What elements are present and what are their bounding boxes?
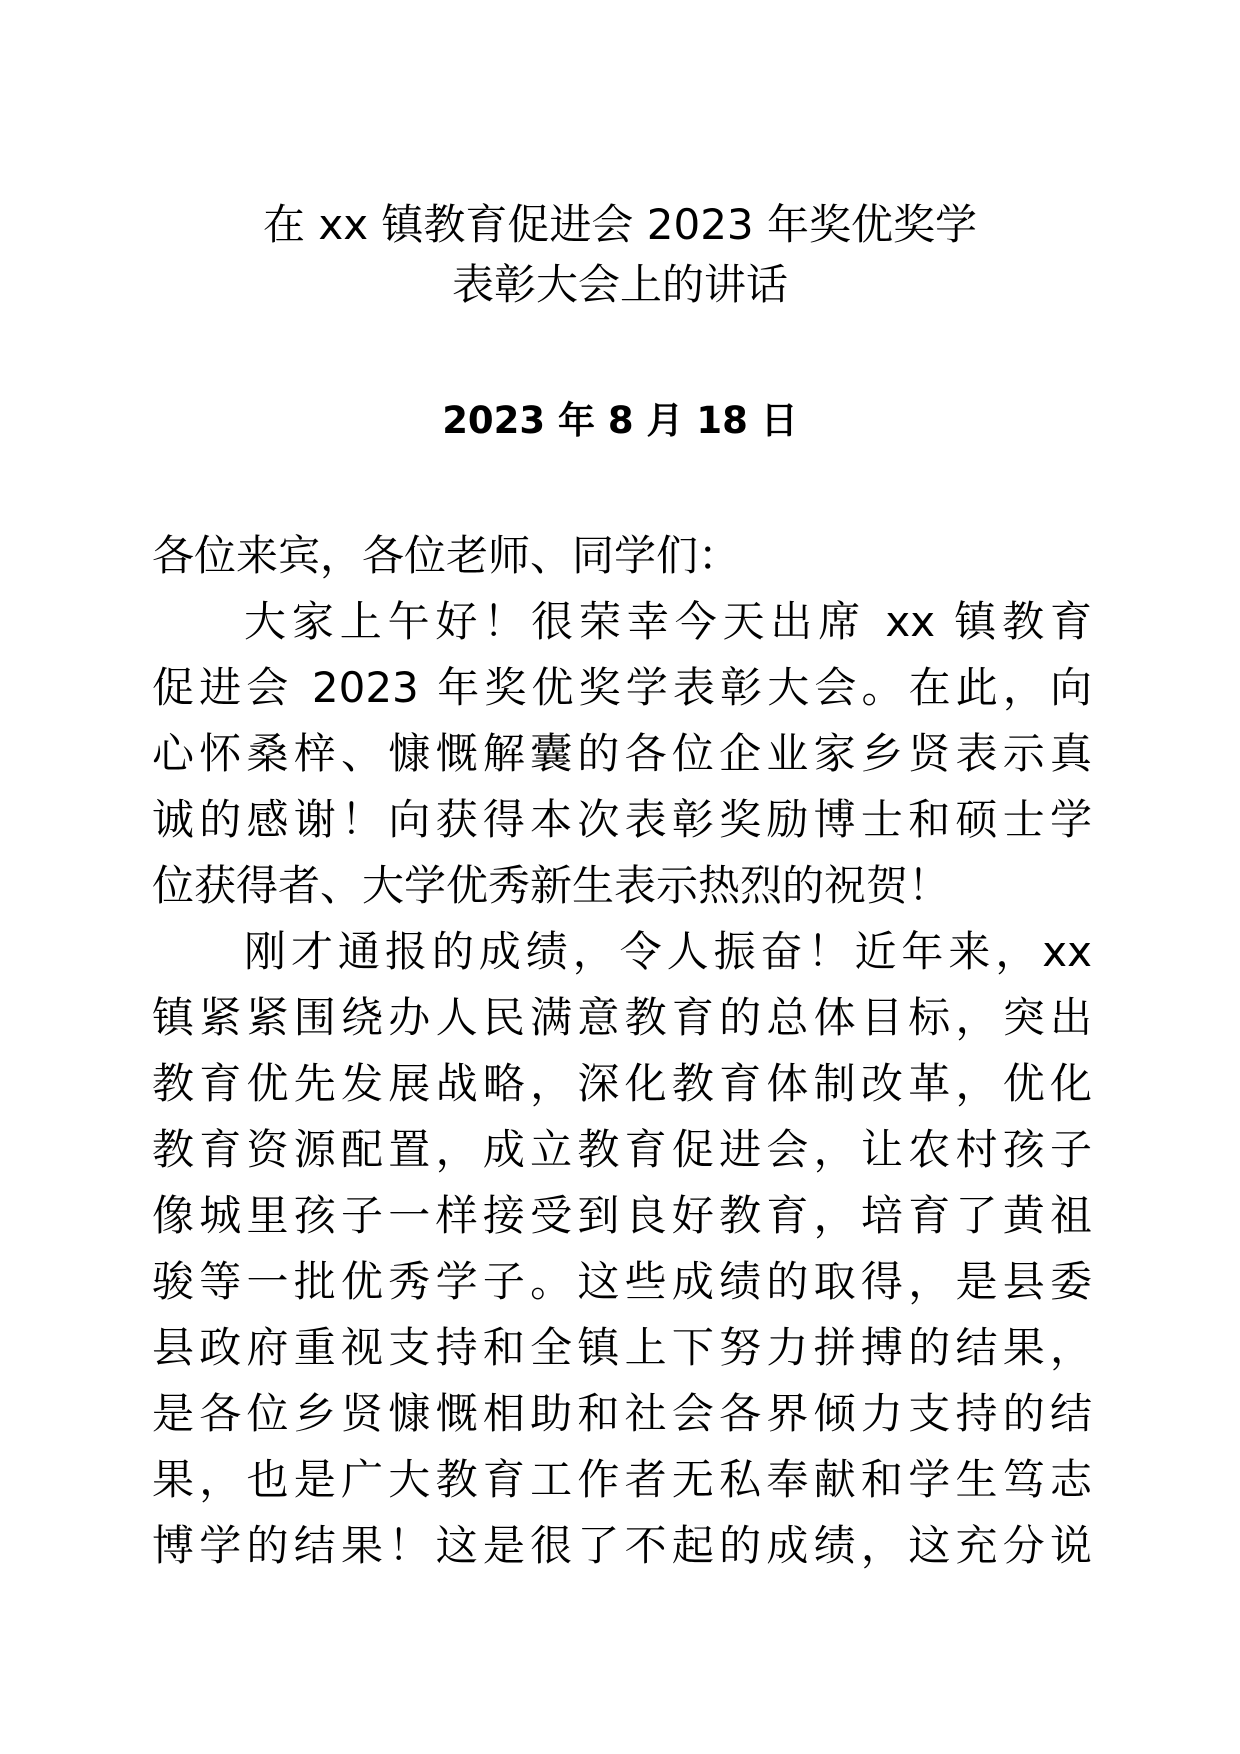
paragraph-2-line-7: 县政府重视支持和全镇上下努力拼搏的结果， (152, 1323, 1092, 1372)
paragraph-2-line-8: 是各位乡贤慷慨相助和社会各界倾力支持的结 (152, 1389, 1092, 1438)
title-line-1: 在 xx 镇教育促进会 2023 年奖优奖学 (262, 200, 977, 249)
salutation-line: 各位来宾，各位老师、同学们： (152, 531, 741, 580)
document-body (152, 523, 1092, 1579)
paragraph-1-line-3: 心怀桑梓、慷慨解囊的各位企业家乡贤表示真 (152, 729, 1092, 778)
paragraph-1-line-4: 诚的感谢！向获得本次表彰奖励博士和硕士学 (152, 795, 1092, 844)
title-line-2: 表彰大会上的讲话 (451, 260, 788, 309)
paragraph-2-line-1: 刚才通报的成绩，令人振奋！近年来，xx (244, 927, 1092, 976)
document-title (0, 195, 1240, 315)
paragraph-2-line-6: 骏等一批优秀学子。这些成绩的取得，是县委 (152, 1257, 1092, 1306)
document-date: 2023 年 8 月 18 日 (442, 399, 798, 442)
paragraph-2-line-4: 教育资源配置，成立教育促进会，让农村孩子 (152, 1125, 1092, 1174)
paragraph-1-line-2: 促进会 2023 年奖优奖学表彰大会。在此，向 (152, 663, 1092, 712)
paragraph-2-line-2: 镇紧紧围绕办人民满意教育的总体目标，突出 (152, 993, 1092, 1042)
paragraph-1-line-1: 大家上午好！很荣幸今天出席 xx 镇教育 (244, 597, 1092, 646)
paragraph-1-line-5: 位获得者、大学优秀新生表示热烈的祝贺！ (152, 861, 951, 910)
paragraph-2-line-3: 教育优先发展战略，深化教育体制改革，优化 (152, 1059, 1092, 1108)
paragraph-2-line-9: 果，也是广大教育工作者无私奉献和学生笃志 (152, 1455, 1092, 1504)
paragraph-2-line-10: 博学的结果！这是很了不起的成绩，这充分说 (152, 1521, 1092, 1570)
paragraph-2-line-5: 像城里孩子一样接受到良好教育，培育了黄祖 (152, 1191, 1092, 1240)
